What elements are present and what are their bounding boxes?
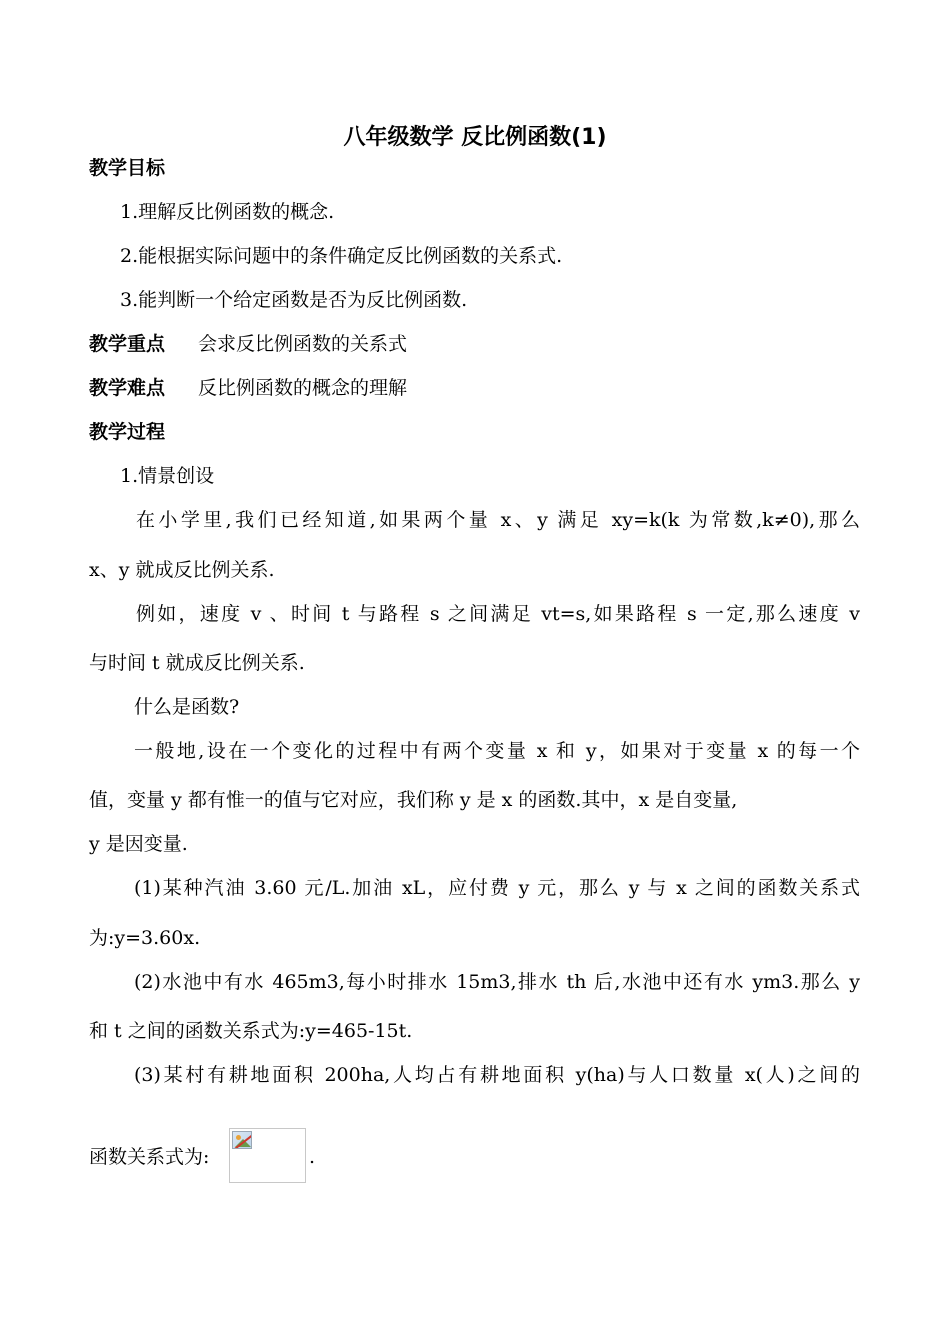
example-line: 为:y=3.60x. (89, 927, 201, 949)
key-point-text: 会求反比例函数的关系式 (198, 333, 408, 355)
process-heading: 教学过程 (89, 421, 166, 443)
example-line: 函数关系式为: (89, 1146, 210, 1168)
objectives-heading: 教学目标 (89, 157, 166, 179)
section-heading: 1.情景创设 (120, 465, 215, 487)
question-line: 什么是函数? (134, 696, 240, 718)
paragraph-line: x、y 就成反比例关系. (89, 559, 275, 581)
example-line: 和 t 之间的函数关系式为:y=465-15t. (89, 1020, 413, 1042)
example-line: (2)水池中有水 465m3,每小时排水 15m3,排水 th 后,水池中还有水 ym3.那么 y (134, 971, 860, 993)
difficulty-text: 反比例函数的概念的理解 (198, 377, 408, 399)
paragraph-line: y 是因变量. (89, 833, 188, 855)
sentence-end: . (309, 1146, 316, 1168)
broken-image-placeholder (229, 1128, 306, 1183)
example-line: (3)某村有耕地面积 200ha,人均占有耕地面积 y(ha)与人口数量 x(人)之间的 (134, 1064, 860, 1086)
objective-item: 3.能判断一个给定函数是否为反比例函数. (120, 289, 468, 311)
example-line: (1)某种汽油 3.60 元/L.加油 xL，应付费 y 元，那么 y 与 x 之间的函数关系式 (134, 877, 860, 899)
paragraph-line: 在小学里,我们已经知道,如果两个量 x、y 满足 xy=k(k 为常数,k≠0),那么 (136, 509, 860, 531)
page-title: 八年级数学 反比例函数(1) (343, 125, 607, 150)
paragraph-line: 例如，速度 v 、时间 t 与路程 s 之间满足 vt=s,如果路程 s 一定,那么速度 v (136, 603, 860, 625)
objective-item: 2.能根据实际问题中的条件确定反比例函数的关系式. (120, 245, 563, 267)
difficulty-label: 教学难点 (89, 377, 166, 399)
paragraph-line: 值，变量 y 都有惟一的值与它对应，我们称 y 是 x 的函数.其中，x 是自变量, (89, 789, 738, 811)
broken-image-icon (232, 1131, 252, 1149)
key-point-label: 教学重点 (89, 333, 166, 355)
paragraph-line: 与时间 t 就成反比例关系. (89, 652, 305, 674)
paragraph-line: 一般地,设在一个变化的过程中有两个变量 x 和 y，如果对于变量 x 的每一个 (134, 740, 860, 762)
objective-item: 1.理解反比例函数的概念. (120, 201, 335, 223)
